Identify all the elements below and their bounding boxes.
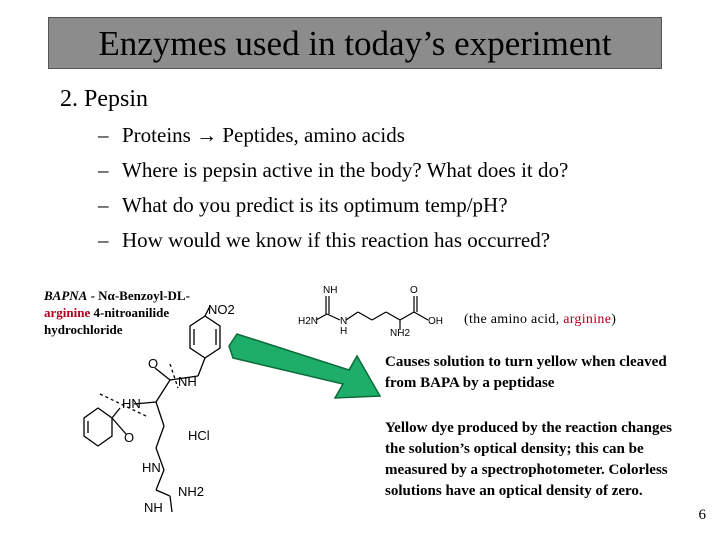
bullet-marker: – [98, 123, 109, 147]
bullet-marker: – [98, 193, 109, 217]
slide-title: Enzymes used in today’s experiment [98, 24, 612, 63]
o-label: O [148, 356, 159, 371]
bullet-list [98, 122, 568, 262]
hn-lower-label: HN [142, 460, 161, 475]
bullet-item: – Where is pepsin active in the body? What does it do? [98, 158, 569, 182]
note-optical-density: Yellow dye produced by the reaction changes the solution’s optical density; this can be measured by a spectrophotometer. Colorless solutions have an optical density of zero. [385, 420, 672, 499]
no2-label: NO2 [208, 302, 235, 317]
hcl-label: HCl [188, 428, 210, 443]
arginine-structure [290, 276, 465, 339]
nh2-label: NH2 [178, 484, 205, 499]
title-bar [48, 17, 662, 69]
note-yellow-cleavage: Causes solution to turn yellow when cleaved from BAPA by a peptidase [385, 354, 667, 391]
nh-lower-label: NH [144, 500, 163, 515]
bullet-marker: – [98, 228, 109, 252]
slide-number: 6 [698, 507, 706, 523]
section-heading: 2. Pepsin [60, 86, 149, 112]
arg-h-label: H [340, 326, 348, 337]
green-arrow [225, 330, 385, 410]
o-benzoyl-label: O [124, 430, 135, 445]
arg-oh-label: OH [428, 316, 443, 327]
arg-h2n-label: H2N [298, 316, 319, 327]
bullet-item: – How would we know if this reaction has occurred? [98, 228, 551, 252]
bapna-label: BAPNA - Nα-Benzoyl-DL-arginine 4-nitroanilide hydrochloride [44, 288, 190, 337]
nh-label: NH [178, 374, 197, 389]
bullet-item: – Proteins → Peptides, amino acids [98, 123, 405, 147]
arg-o-label: O [410, 285, 418, 296]
bullet-item: – What do you predict is its optimum temp/pH? [98, 193, 508, 217]
arg-nh2-label: NH2 [390, 328, 411, 339]
arg-n-label: N [340, 316, 348, 327]
hn-label: HN [122, 396, 141, 411]
bullet-marker: – [98, 158, 109, 182]
arginine-caption: (the amino acid, arginine) [464, 312, 617, 327]
arg-nh-label: NH [323, 285, 338, 296]
